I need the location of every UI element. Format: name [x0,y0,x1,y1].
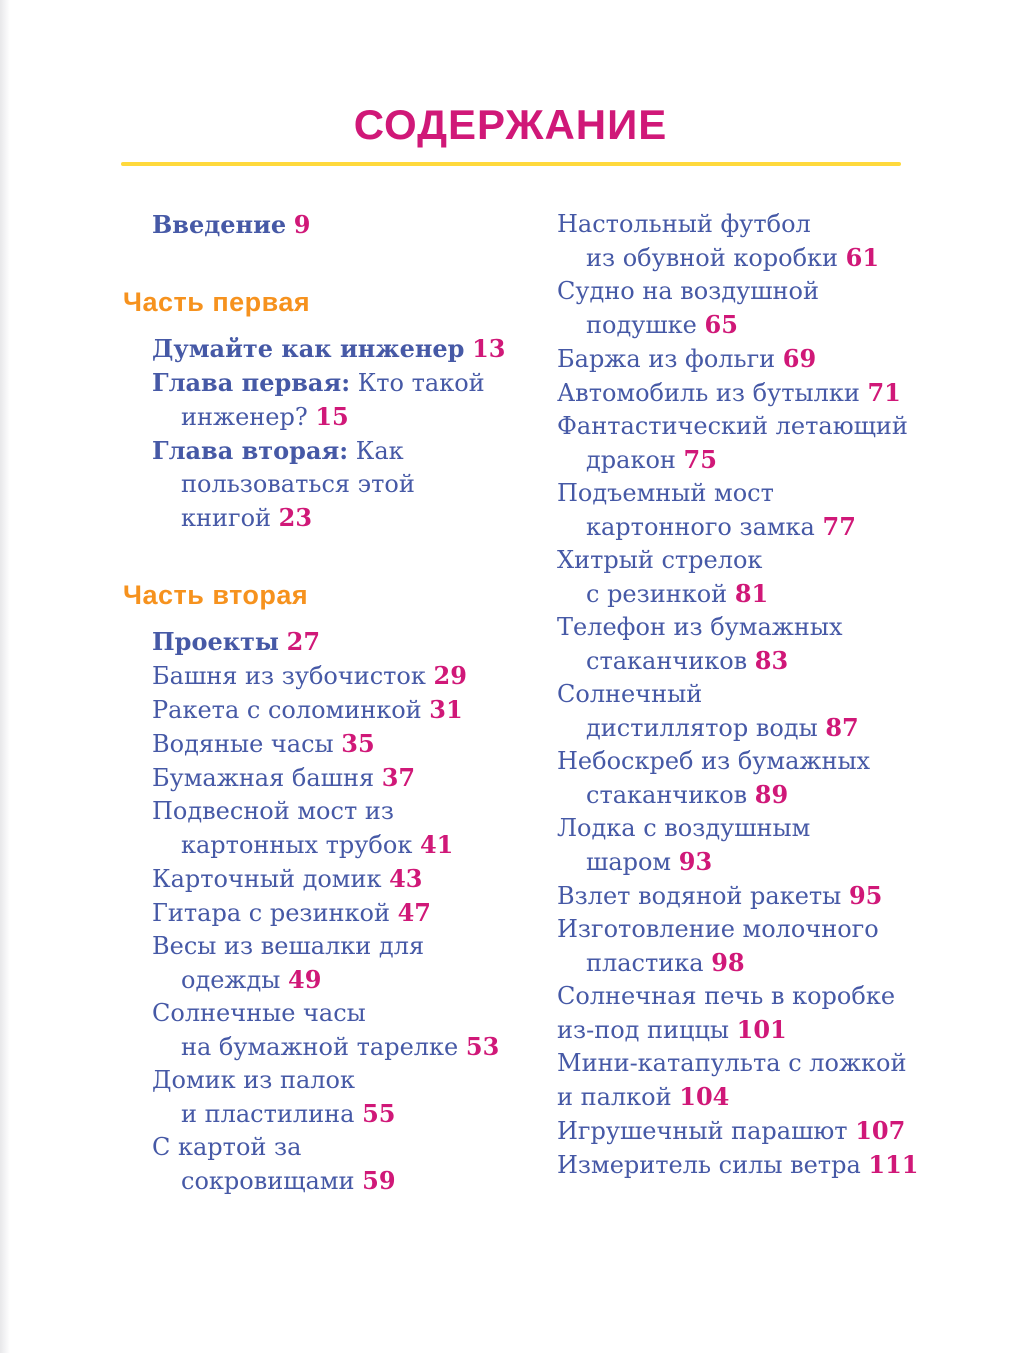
toc-line [557,980,1001,1013]
toc-line [152,1064,533,1097]
page-number: 41 [419,830,454,860]
entry-text: и пластилина [181,1100,355,1129]
toc-entry [557,913,1001,980]
entry-text: Как [355,437,404,466]
toc-entry [152,862,533,896]
toc-line [557,812,1001,845]
entry-text: Водяные часы [152,730,334,759]
toc-entry [557,611,1001,678]
toc-line [152,434,533,468]
entry-text: Игрушечный парашют [557,1117,848,1146]
page-number: 107 [855,1116,906,1146]
toc-line [557,1013,1001,1047]
page-title: СОДЕРЖАНИЕ [353,101,668,148]
toc-line [557,913,1001,946]
entry-text: Подъемный мост [557,479,774,508]
entry-text: с резинкой [586,580,728,609]
page-number: 37 [381,763,416,793]
entry-text: Взлет водяной ракеты [557,882,842,911]
toc-line [152,862,533,896]
page-number: 87 [825,713,859,743]
toc-line [152,1097,533,1131]
toc-line [557,778,1001,812]
toc-line [557,510,1001,544]
title-underline-rule [121,162,901,166]
toc-line [152,501,533,535]
toc-line [557,644,1001,678]
page-number: 101 [736,1015,787,1045]
toc-line [557,678,1001,711]
toc-line [557,376,1001,410]
toc-entry [557,980,1001,1047]
page-number: 35 [341,729,375,759]
toc-line [152,727,533,761]
toc-line [152,400,533,434]
page-number: 55 [362,1099,396,1129]
toc-entry [152,1131,533,1198]
entry-text: Изготовление молочного [557,915,879,944]
toc-entry [557,275,1001,342]
page-number: 29 [433,661,467,691]
toc-line [557,1148,1001,1182]
toc-entry [152,366,533,434]
toc-entry [557,745,1001,812]
entry-text: дистиллятор воды [586,714,818,743]
toc-entry [152,332,533,366]
toc-line [152,693,533,727]
entry-text: инженер? [181,403,308,432]
toc-line [152,761,533,795]
toc-line [557,342,1001,376]
toc-line [152,1131,533,1164]
page-number: 104 [679,1082,730,1112]
toc-entry [152,434,533,535]
entry-text: Измеритель силы ветра [557,1151,861,1180]
toc-entry [152,997,533,1064]
toc-line [152,997,533,1030]
page-number: 95 [848,881,883,911]
entry-text: дракон [586,446,676,475]
toc-entry [152,659,533,693]
entry-text: Глава вторая: [152,436,349,466]
toc-line [152,625,533,659]
part-heading [123,286,533,320]
page-number: 27 [286,627,321,657]
toc-line [152,963,533,997]
page-number: 65 [704,310,738,340]
toc-entry [152,1064,533,1131]
toc-line [557,477,1001,510]
toc-line [557,208,1001,241]
toc-entry [557,1148,1001,1182]
toc-line [152,366,533,400]
toc-line [557,544,1001,577]
toc-entry [557,678,1001,745]
entry-text: Подвесной мост из [152,797,394,826]
toc-line [152,795,533,828]
toc-line [557,879,1001,913]
entry-text: Солнечный [557,680,703,709]
toc-line [152,930,533,963]
page-number: 49 [288,965,322,995]
entry-text: из-под пиццы [557,1016,730,1045]
page-number: 93 [678,847,713,877]
toc-entry [152,208,533,242]
entry-text: картонных трубок [181,831,413,860]
toc-line [152,659,533,693]
page-number: 47 [397,898,431,928]
page-number: 43 [389,864,423,894]
part-heading-label: Часть первая [123,287,311,318]
toc-line [152,896,533,930]
entry-text: Баржа из фольги [557,345,776,374]
entry-text: картонного замка [586,513,815,542]
entry-text: Бумажная башня [152,764,375,793]
toc-entry [152,761,533,795]
page-number: 23 [278,503,313,533]
toc-line [557,1114,1001,1148]
entry-text: Автомобиль из бутылки [557,379,860,408]
page-number: 98 [711,948,745,978]
page-number: 77 [822,512,856,542]
page-edge-shadow [0,0,10,1353]
page-number: 111 [868,1150,919,1180]
toc-line [557,611,1001,644]
page-number: 81 [734,579,769,609]
entry-text: стаканчиков [586,647,748,676]
toc-line [123,286,533,320]
toc-line [557,577,1001,611]
toc-line [557,1047,1001,1080]
entry-text: Солнечная печь в коробке [557,982,896,1011]
page-number: 83 [754,646,789,676]
toc-entry [557,1114,1001,1148]
toc-entry [557,812,1001,879]
entry-text: стаканчиков [586,781,748,810]
entry-text: из обувной коробки [586,244,839,273]
page-number: 13 [472,334,506,364]
entry-text: С картой за [152,1133,302,1162]
entry-text: Хитрый стрелок [557,546,763,575]
toc-column-left [123,208,533,1198]
toc-entry [557,879,1001,913]
entry-text: Гитара с резинкой [152,899,390,928]
entry-text: одежды [181,966,281,995]
toc-line [152,828,533,862]
entry-text: книгой [181,504,272,533]
entry-text: Глава первая: [152,368,351,398]
entry-text: Мини-катапульта с ложкой [557,1049,907,1078]
toc-line [557,410,1001,443]
entry-text: пластика [586,949,704,978]
entry-text: Проекты [152,627,279,657]
part-heading [123,579,533,613]
toc-entry [152,727,533,761]
entry-text: Небоскреб из бумажных [557,747,871,776]
toc-line [557,443,1001,477]
toc-line [152,1164,533,1198]
toc-line [557,845,1001,879]
toc-line [557,1080,1001,1114]
toc-line [557,711,1001,745]
toc-column-right [557,208,1001,1182]
entry-text: Домик из палок [152,1066,355,1095]
toc-entry [152,896,533,930]
page-number: 75 [683,445,717,475]
toc-line [557,946,1001,980]
entry-text: Кто такой [357,369,485,398]
page-number: 89 [754,780,789,810]
toc-line [557,275,1001,308]
entry-text: Фантастический летающий [557,412,908,441]
page-number: 71 [867,378,901,408]
toc-entry [152,693,533,727]
page-number: 31 [429,695,463,725]
toc-entry [557,410,1001,477]
entry-text: Солнечные часы [152,999,366,1028]
entry-text: Весы из вешалки для [152,932,425,961]
entry-text: подушке [586,311,697,340]
toc-line [123,579,533,613]
entry-text: Карточный домик [152,865,382,894]
toc-entry [152,625,533,659]
toc-entry [557,1047,1001,1114]
toc-entry [557,544,1001,611]
part-heading-label: Часть вторая [123,580,309,611]
toc-entry [557,477,1001,544]
toc-line [557,308,1001,342]
page-number: 15 [315,402,349,432]
toc-line [557,745,1001,778]
entry-text: Судно на воздушной [557,277,819,306]
toc-entry [557,208,1001,275]
page-number: 9 [293,210,311,240]
toc-entry [557,342,1001,376]
toc-entry [152,795,533,862]
entry-text: Ракета с соломинкой [152,696,422,725]
entry-text: на бумажной тарелке [181,1033,459,1062]
entry-text: шаром [586,848,672,877]
entry-text: Думайте как инженер [152,334,465,364]
toc-entry [152,930,533,997]
toc-entry [557,376,1001,410]
toc-line [557,241,1001,275]
page-number: 69 [782,344,817,374]
entry-text: Настольный футбол [557,210,811,239]
entry-text: пользоваться этой [181,470,415,499]
entry-text: Лодка с воздушным [557,814,811,843]
toc-line [152,332,533,366]
toc-line [152,208,533,242]
entry-text: сокровищами [181,1167,355,1196]
entry-text: и палкой [557,1083,672,1112]
entry-text: Башня из зубочисток [152,662,426,691]
page-number: 59 [362,1166,396,1196]
toc-line [152,1030,533,1064]
page-number: 53 [465,1032,500,1062]
toc-line [152,468,533,501]
entry-text: Введение [152,210,287,240]
page-number: 61 [845,243,880,273]
entry-text: Телефон из бумажных [557,613,843,642]
